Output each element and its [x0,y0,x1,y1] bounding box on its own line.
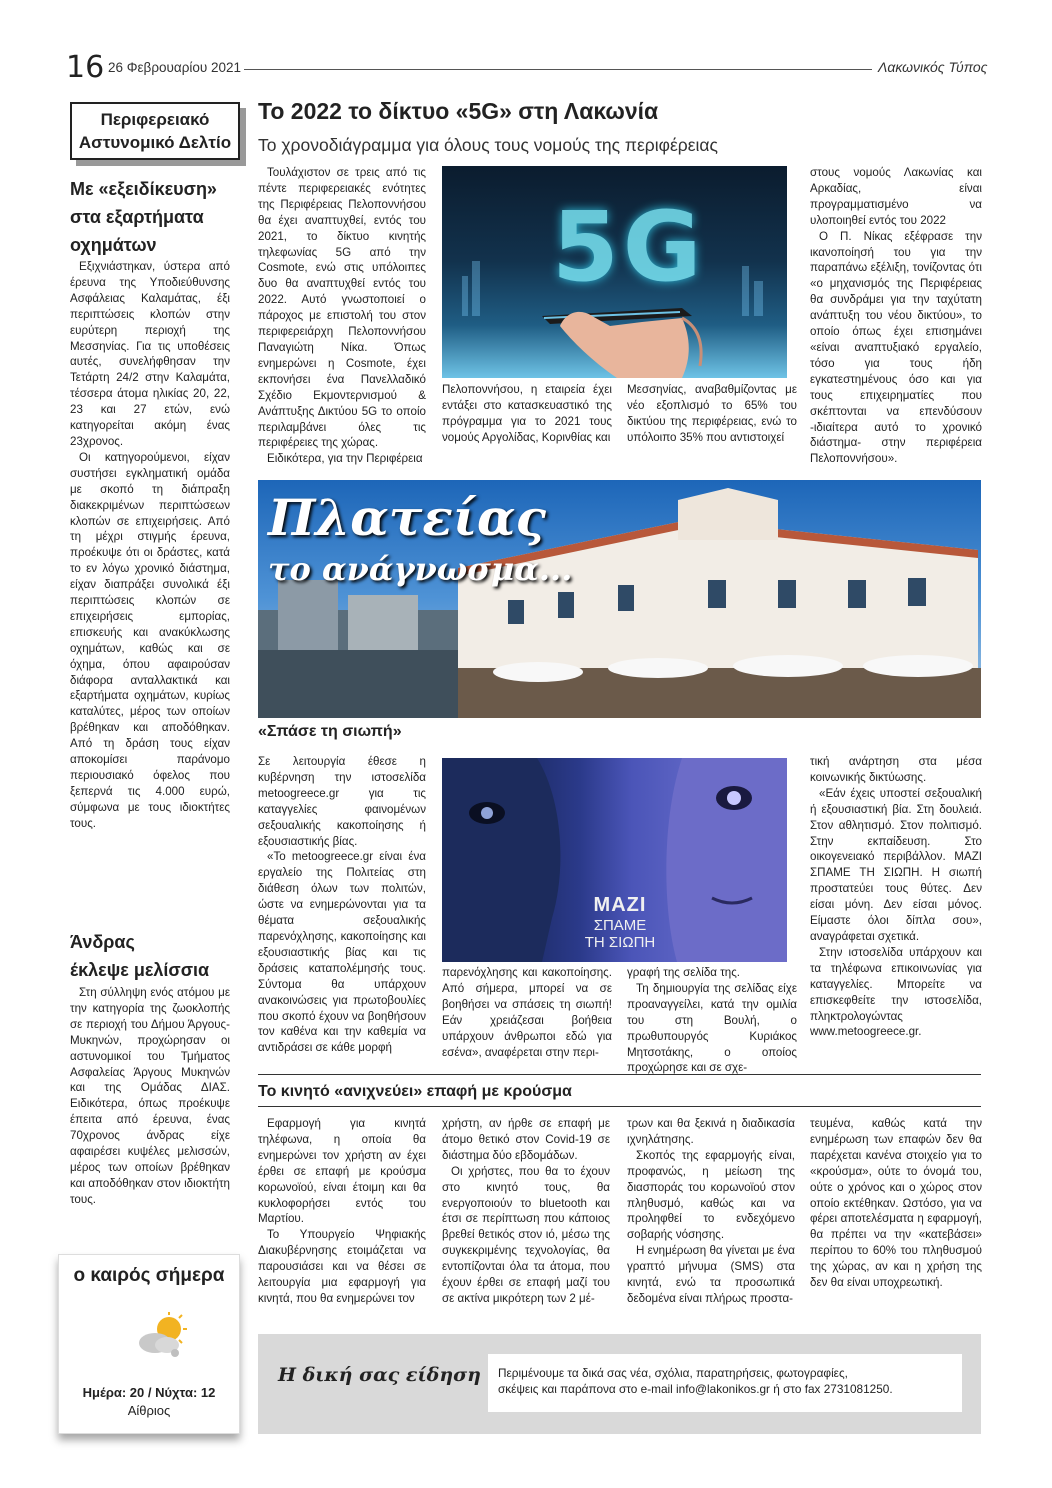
article-column [258,1116,426,1307]
headline-line: οχημάτων [70,235,157,255]
article-column [627,382,797,446]
paragraph: τρων και θα ξεκινά η διαδικασία ιχνηλάτησης. [627,1117,795,1146]
paragraph: Τη δημιουργία της σελίδας είχε προαναγγείλει, κατά την ομιλία του στη Βουλή, ο πρωθυπουργός Κυριάκος Μητσοτάκης, ο οποίος προχώρησε και σε σχε- [627,981,797,1075]
paragraph: Η ενημέρωση θα γίνεται με ένα γραπτό μήνυμα (SMS) στα κινητά, ενώ τα προσωπικά δεδομένα είναι πλήρως προστα- [627,1244,795,1305]
paragraph: «Το metoogreece.gr είναι ένα εργαλείο της Πολιτείας στη διάθεση όλων των πολιτών, ώστε να ενημερώνονται για τα θέματα σεξουαλικής παρενόχλησης, κακοποίησης και εξουσιαστικής βίας και τις δράσεις καταπολέμησής τους. Σύντομα θα υπάρχουν ανακοινώσεις για πρωτοβουλίες που σκοπό έχουν να βοηθήσουν τον καθένα και την καθεμία να αντιδράσει σε κάθε μορφή [258,850,426,1055]
paragraph: Στη σύλληψη ενός ατόμου με την κατηγορία της ζωοκλοπής σε περιοχή του Δήμου Άργους-Μυκηνών, προχώρησαν οι αστυνομικοί του Τμήματος Ασφαλείας Άργους Μυκηνών και της Ομάδας ΔΙΑΣ. Ειδικότερα, όπως προέκυψε έπειτα από έρευνα, ένας 70χρονος άνδρας είχε αφαιρέσει κυψέλες μελισσών, μέρος των οποίων βρέθηκαν και αποδόθηκαν στον ιδιοκτήτη τους. [70,986,230,1206]
headline-line: Άνδρας [70,932,135,952]
paragraph: Εξιχνιάστηκαν, ύστερα από έρευνα της Υποδιεύθυνσης Ασφάλειας Καλαμάτας, έξι περιπτώσεις κλοπών στην ευρύτερη περιοχή της Μεσσηνίας. Για τις υποθέσεις αυτές, συνελήφθησαν την Τετάρτη 24/2 στην Καλαμάτα, τέσσερα άτομα ηλικίας 20, 22, 23 και 27 ετών, ενώ κατηγορείται ακόμη ένας 23χρονος. [70,260,230,448]
paragraph: στους νομούς Λακωνίας και Αρκαδίας, είναι προγραμματισμένο να υλοποιηθεί εντός του 2022 [810,166,982,227]
story-body [70,985,230,1208]
article-column [258,754,426,1056]
article-column [810,1116,982,1291]
header-rule [244,69,872,70]
paragraph: γραφή της σελίδα της. [627,966,741,979]
banner-subtitle: το ανάγνωσμα... [268,550,573,588]
mazi-slogan [570,894,670,951]
partly-cloudy-icon [131,1311,191,1361]
paragraph: Το Υπουργείο Ψηφιακής Διακυβέρνησης ετοιμάζεται να παρουσιάσει και να θέσει σε λειτουργία μια εφαρμογή για κινητά, που θα ενημερώνει τον [258,1228,426,1305]
news-line: σκέψεις και παράπονα στο e-mail info@lakonikos.gr ή στο fax 2731081250. [498,1382,893,1396]
paragraph: Εφαρμογή για κινητά τηλέφωνα, η οποία θα ενημερώνει τον χρήστη αν έχει έρθει σε επαφή με κρούσμα κορωνοϊού, είναι έτοιμη και θα κυκλοφορήσει εντός του Μαρτίου. [258,1117,426,1226]
issue-date: 26 Φεβρουαρίου 2021 [108,60,242,75]
article-column [442,382,612,446]
paragraph: Ο Π. Νίκας εξέφρασε την ικανοποίησή του για την παραπάνω εξέλιξη, τονίζοντας ότι «ο μηχανισμός της Περιφέρειας θα συνδράμει για την ταχύτατη ανάπτυξη του νέου δικτύου», το οποίο όπως έχει επισημάνει «είναι αναπτυξιακό εργαλείο, τόσο για τους ήδη εγκατεστημένους όσο και για τους επιχειρηματίες που σκέπτονται να επενδύσουν -ιδιαίτερα αυτό το χρονικό διάστημα- στην περιφέρεια Πελοποννήσου». [810,229,982,466]
your-news-text [488,1354,962,1412]
paragraph: χρήστη, αν ήρθε σε επαφή με άτομο θετικό στον Covid-19 σε διάστημα δύο εβδομάδων. [442,1117,610,1162]
slogan-line: ΣΠΑΜΕ [593,917,647,934]
paragraph: Σε λειτουργία έθεσε η κυβέρνηση την ιστοσελίδα metoogreece.gr για τις καταγγελίες φαινομένων σεξουαλικής κακοποίησης ή εξουσιαστικής βίας. [258,755,426,848]
plateias-banner [258,480,981,718]
page-number: 16 [66,50,105,85]
paragraph: τική ανάρτηση στα μέσα κοινωνικής δικτύωσης. [810,755,982,784]
story-headline [70,175,240,259]
article-title: «Σπάσε τη σιωπή» [258,723,402,740]
paper-name: Λακωνικός Τύπος [878,59,988,75]
weather-condition: Αίθριος [127,1403,171,1418]
weather-title: ο καιρός σήμερα [73,1265,225,1286]
paragraph: Τουλάχιστον σε τρεις από τις πέντε περιφερειακές ενότητες της Περιφέρειας Πελοποννήσου θα έχει αναπτυχθεί, εντός του 2021, το δίκτυο κινητής τηλεφωνίας 5G από την Cosmote, ενώ στις υπόλοιπες δυο θα αναπτυχθεί εντός του 2022. Αυτό γνωστοποιεί ο πάροχος με επιστολή του στον περιφερειάρχη Πελοποννήσου Παναγιώτη Νίκα. Όπως ενημερώνει η Cosmote, έχει εκπονήσει ένα Πανελλαδικό Σχέδιο Εκμοντερνισμού & Ανάπτυξης Δικτύου 5G το οποίο περιλαμβάνει όλες τις περιφέρειες της χώρας. [258,166,426,450]
article-subtitle: Το χρονοδιάγραμμα για όλους τους νομούς της περιφέρειας [258,135,718,155]
section-divider [258,1074,981,1075]
paragraph: Οι χρήστες, που θα το έχουν στο κινητό τους, θα ενεργοποιούν το bluetooth και έτσι σε περίπτωση που κάποιος βρεθεί θετικός στον ιό, μέσω της συγκεκριμένης τεχνολογίας, θα εντοπίζονται όλα τα άτομα, που έχουν έρθει σε επαφή μαζί του σε ακτίνα μικρότερη των 2 μέ- [442,1164,610,1305]
article-title: Το 2022 το δίκτυο «5G» στη Λακωνία [258,98,659,124]
police-bulletin-box [70,102,240,160]
article-title: Το κινητό «ανιχνεύει» επαφή με κρούσμα [258,1083,572,1100]
paragraph: παρενόχλησης και κακοποίησης. Από σήμερα, μπορεί να σε βοηθήσει να σπάσεις τη σιωπή! Εάν χρειάζεσαι βοήθεια υπάρχουν άνθρωποι εδώ για εσένα», αναφέρεται στην περι- [442,966,612,1059]
paragraph: Ειδικότερα, για την Περιφέρεια [267,452,423,466]
news-line: Περιμένουμε τα δικά σας νέα, σχόλια, παρατηρήσεις, φωτογραφίες, [498,1366,848,1380]
5g-glow-text: 5G [552,191,706,303]
headline-line: έκλεψε μελίσσια [70,960,210,980]
paragraph: «Εάν έχεις υποστεί σεξουαλική ή εξουσιαστική βία. Στη δουλειά. Στον αθλητισμό. Στον πολιτισμό. Στην εκπαίδευση. Στο οικογενειακό περιβάλλον. ΜΑΖΙ ΣΠΑΜΕ ΤΗ ΣΙΩΠΗ. Η σιωπή προστατεύει τους θύτες. Δεν είσαι μόνη. Δεν είσαι μόνος. Είμαστε όλοι δίπλα σου», αναγράφεται σχετικά. [810,786,982,943]
weather-temperatures: Ημέρα: 20 / Νύχτα: 12 [82,1385,216,1400]
story-body [70,259,230,832]
headline-line: Με «εξειδίκευση» [70,179,217,199]
slogan-line: ΤΗ ΣΙΩΠΗ [584,934,656,951]
article-column [442,1116,610,1307]
headline-line: στα εξαρτήματα [70,207,204,227]
your-news-box [258,1334,981,1434]
banner-title: Πλατείας [268,488,546,547]
article-column [627,965,797,1076]
article-column [442,965,612,1060]
story-headline [70,928,240,984]
weather-widget [58,1254,240,1434]
slogan-line: ΜΑΖΙ [593,894,647,916]
paragraph: Σκοπός της εφαρμογής είναι, προφανώς, η μείωση της διασποράς του κορωνοϊού στον πληθυσμό, καθώς και να προληφθεί το ενδεχόμενο σοβαρής νόσησης. [627,1148,795,1242]
5g-photo [442,166,787,378]
paragraph: Οι κατηγορούμενοι, είχαν συστήσει εγκληματική ομάδα με σκοπό τη διάπραξη διακεκριμένων περιπτώσεων κλοπών σε επιχειρήσεις. Από τη μέχρι στιγμής έρευνα, προέκυψε ότι οι δράστες, κατά το εν λόγω χρονικό διάστημα, είχαν διαπράξει συνολικά έξι περιπτώσεις κλοπών σε επιχειρήσεις εμπορίας, επισκευής και ανακύκλωσης οχημάτων, καθώς και σε όχημα, όπου αφαιρούσαν διάφορα ανταλλακτικά και εξαρτήματα οχημάτων, κυρίως καταλύτες, μέρος των οποίων βρέθηκαν και αποδόθηκαν. Από τη δράση τους είχαν αποκομίσει παράνομο περιουσιακό όφελος που ξεπερνά τις 4.000 ευρώ, σύμφωνα με τους ιδιοκτήτες τους. [70,450,230,830]
paragraph: τευμένα, καθώς κατά την ενημέρωση των επαφών δεν θα παρέχεται κανένα στοιχείο για το «κρούσμα», ούτε το όνομά του, ούτε ο χρόνος και ο χώρος στον οποίο εκτέθηκαν. Ωστόσο, για να φέρει αποτελέσματα η εφαρμογή, θα πρέπει να την «κατεβάσει» περίπου το 60% του πληθυσμού της χώρας, αν και η χρήση της δεν θα είναι υποχρεωτική. [810,1117,982,1290]
police-bulletin-title-line1: Περιφερειακό [100,110,210,129]
article-column [810,165,982,467]
article-column [810,754,982,1040]
title-underline [258,1106,981,1107]
article-column [627,1116,795,1307]
paragraph: Πελοποννήσου, η εταιρεία έχει εντάξει στο κατασκευαστικό της πρόγραμμα για το 2021 τους νομούς Αργολίδας, Κορινθίας και [442,383,612,444]
mazi-campaign-photo [442,758,787,962]
article-column [258,165,426,467]
your-news-label: Η δική σας είδηση [278,1364,481,1386]
paragraph: Μεσσηνίας, αναβαθμίζοντας με νέο εξοπλισμό το 65% του δικτύου της περιφέρειας, ενώ το υπόλοιπο 35% που αντιστοιχεί [627,383,797,444]
paragraph: Στην ιστοσελίδα υπάρχουν και τα τηλέφωνα επικοινωνίας για καταγγελίες. Μπορείτε να επισκεφθείτε την ιστοσελίδα, πληκτρολογώντας www.metoogreece.gr. [810,945,982,1039]
police-bulletin-title-line2: Αστυνομικό Δελτίο [78,133,232,152]
